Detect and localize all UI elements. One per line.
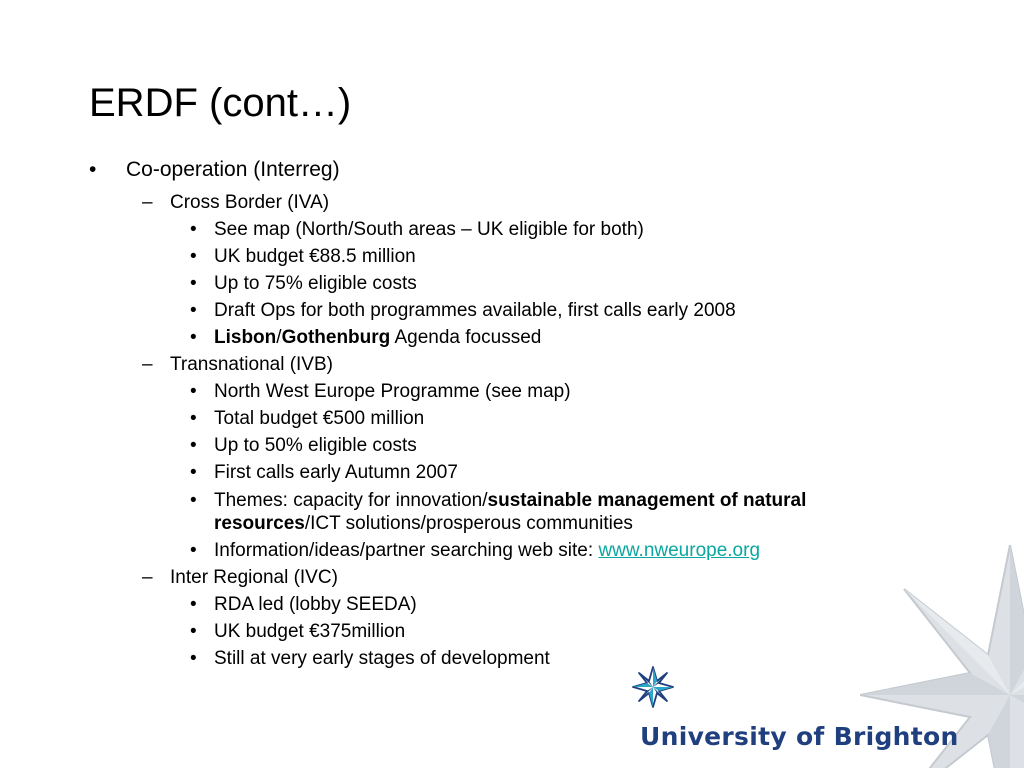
subheading-cross-border: Cross Border (IVA) [170,192,330,213]
list-item-themes-line1 [214,489,806,513]
bullet-marker: • [190,462,197,483]
bullet-marker: • [190,381,197,402]
agenda-slash: / [276,327,282,348]
list-item: First calls early Autumn 2007 [214,462,458,483]
agenda-lisbon: Lisbon [214,327,277,348]
dash-marker: – [142,567,153,588]
list-item: RDA led (lobby SEEDA) [214,594,417,615]
themes-bold-2: resources [214,513,305,534]
bullet-marker: • [190,540,197,561]
list-item-agenda [214,326,541,350]
subheading-inter-regional: Inter Regional (IVC) [170,567,338,588]
bullet-cooperation: Co-operation (Interreg) [126,158,340,181]
list-item: UK budget €375million [214,621,406,642]
bullet-marker: • [190,648,197,669]
info-text: Information/ideas/partner searching web site: [214,540,599,561]
themes-prefix: Themes: capacity for innovation/ [214,490,488,511]
list-item: North West Europe Programme (see map) [214,381,571,402]
agenda-rest: Agenda focussed [390,327,542,348]
list-item: Total budget €500 million [214,408,425,429]
bullet-marker: • [190,594,197,615]
bullet-marker: • [190,300,197,321]
list-item: UK budget €88.5 million [214,246,416,267]
list-item: Still at very early stages of development [214,648,550,669]
dash-marker: – [142,192,153,213]
bullet-marker: • [190,246,197,267]
bullet-marker: • [190,219,197,240]
list-item-info [214,539,760,563]
bullet-marker: • [190,435,197,456]
university-logo-text: University of Brighton [640,722,959,751]
bullet-marker: • [190,273,197,294]
agenda-gothenburg: Gothenburg [281,327,391,348]
themes-suffix: /ICT solutions/prosperous communities [304,513,633,534]
nweurope-link[interactable]: www.nweurope.org [598,540,761,561]
dash-marker: – [142,354,153,375]
bullet-marker: • [89,158,97,181]
list-item: Draft Ops for both programmes available, first calls early 2008 [214,300,736,321]
themes-bold-1: sustainable management of natural [487,490,807,511]
subheading-transnational: Transnational (IVB) [170,354,333,375]
list-item: Up to 75% eligible costs [214,273,417,294]
bullet-marker: • [190,621,197,642]
slide-title: ERDF (cont…) [89,81,352,125]
bullet-marker: • [190,327,197,348]
star-icon [632,666,674,708]
list-item: See map (North/South areas – UK eligible for both) [214,219,644,240]
bullet-marker: • [190,490,197,511]
list-item: Up to 50% eligible costs [214,435,417,456]
list-item-themes-line2 [214,512,633,536]
bullet-marker: • [190,408,197,429]
